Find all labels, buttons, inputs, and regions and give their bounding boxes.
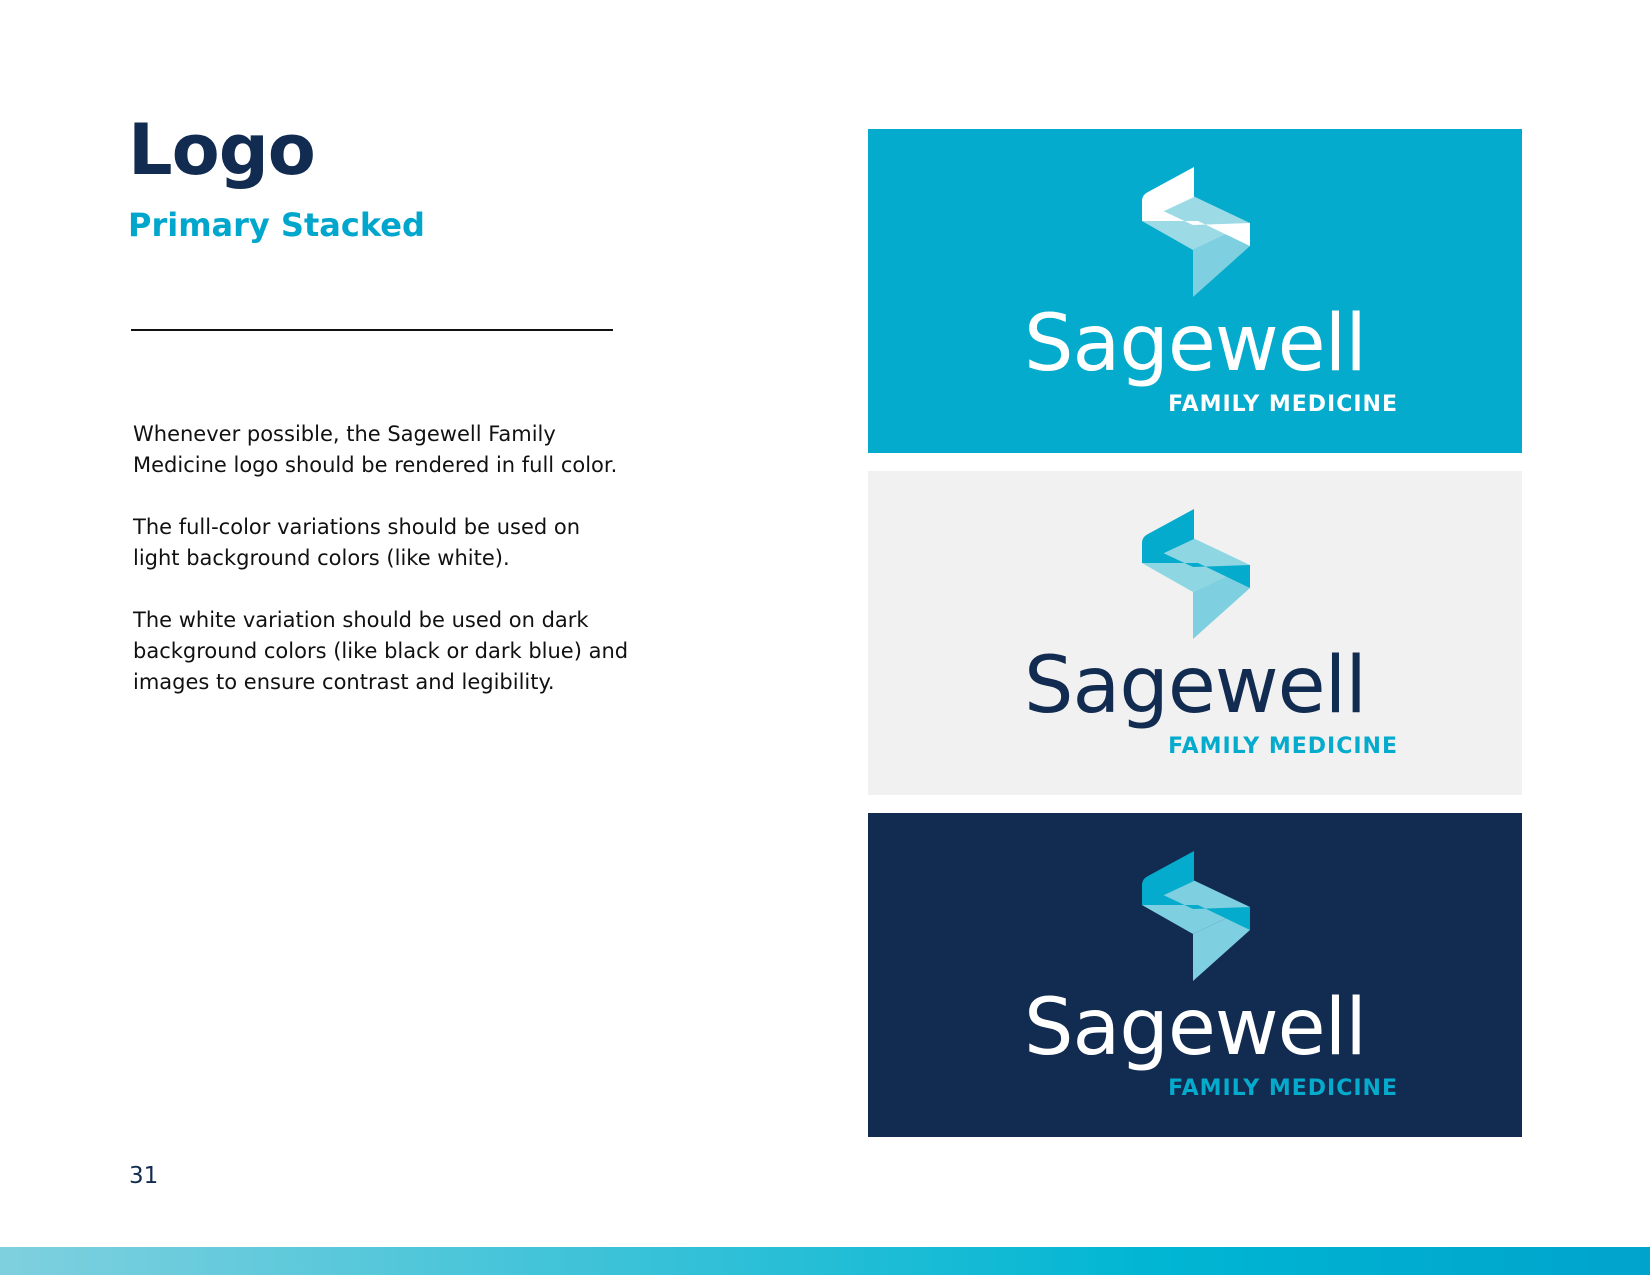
footer-gradient-bar (0, 1247, 1650, 1275)
logo-tagline: FAMILY MEDICINE (1168, 1076, 1398, 1101)
logo-wordmark: Sagewell (1024, 641, 1366, 731)
page-title: Logo (128, 109, 315, 191)
logo-wordmark: Sagewell (1024, 299, 1366, 389)
logo-panel-navy (868, 813, 1522, 1137)
paragraph: Whenever possible, the Sagewell Family Medicine logo should be rendered in full color. (133, 422, 618, 477)
page-number: 31 (129, 1163, 159, 1189)
logo-panel-light (868, 471, 1522, 795)
logo-tagline: FAMILY MEDICINE (1168, 734, 1398, 759)
paragraph: The full-color variations should be used on light background colors (like white). (133, 515, 581, 570)
page-subtitle: Primary Stacked (128, 206, 425, 244)
paragraph: The white variation should be used on dark background colors (like black or dark blue) and images to ensure contrast and legibility. (133, 608, 629, 694)
divider (131, 329, 613, 331)
logo-tagline: FAMILY MEDICINE (1168, 392, 1398, 417)
logo-wordmark: Sagewell (1024, 983, 1366, 1073)
logo-panel-cyan (868, 129, 1522, 453)
body-text (133, 419, 633, 729)
